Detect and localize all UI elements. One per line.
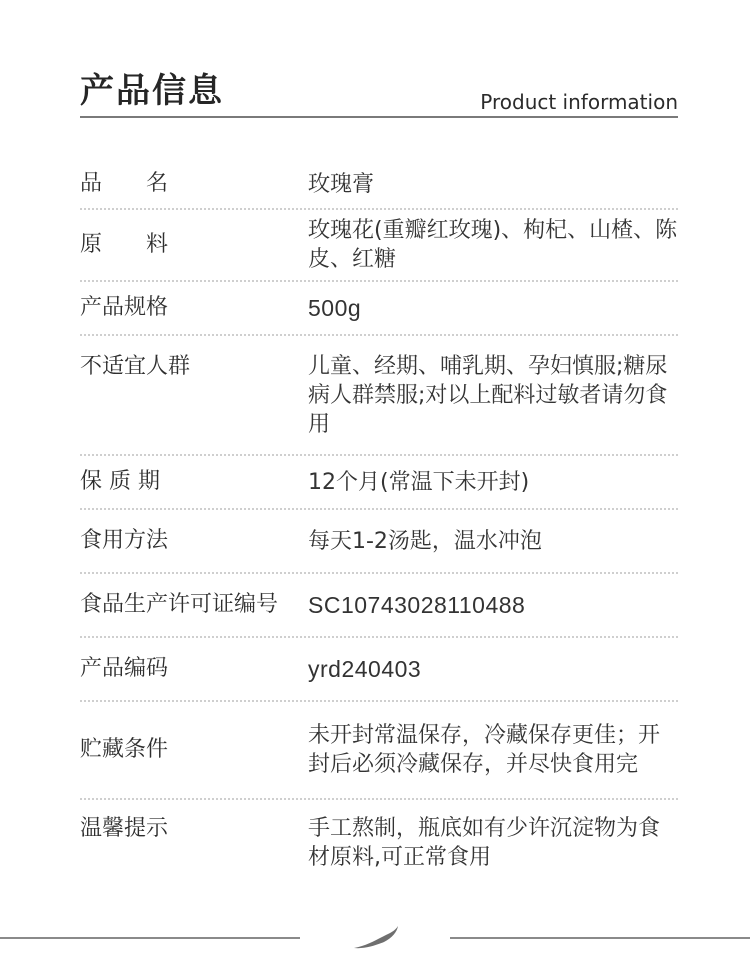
table-row-spec <box>80 282 678 336</box>
page-subtitle: Product information <box>480 90 678 114</box>
row-value: 500g <box>308 294 362 321</box>
swoosh-icon <box>350 922 402 952</box>
table-row-usage <box>80 510 678 574</box>
row-value: 玫瑰花(重瓣红玫瑰)、枸杞、山楂、陈皮、红糖 <box>308 218 678 272</box>
row-label: 食品生产许可证编号 <box>80 592 279 617</box>
row-label: 温馨提示 <box>80 816 169 841</box>
table-row-shelf-life <box>80 456 678 510</box>
row-label: 品 名 <box>80 171 169 196</box>
table-row-product-code <box>80 638 678 702</box>
row-value: 每天1-2汤匙，温水冲泡 <box>308 528 542 554</box>
row-value: 手工熬制，瓶底如有少许沉淀物为食材原料,可正常食用 <box>308 816 661 870</box>
row-label: 产品规格 <box>80 295 169 320</box>
info-header <box>80 66 678 118</box>
row-label: 产品编码 <box>80 656 169 681</box>
table-row-name <box>80 160 678 210</box>
row-label: 保 质 期 <box>80 469 160 494</box>
header-divider <box>80 116 678 118</box>
table-row-unsuitable <box>80 336 678 456</box>
row-value: 未开封常温保存，冷藏保存更佳；开封后必须冷藏保存，并尽快食用完 <box>308 723 661 777</box>
row-label: 原 料 <box>80 232 169 257</box>
row-value: 12个月(常温下未开封) <box>308 469 530 495</box>
row-value: 儿童、经期、哺乳期、孕妇慎服;糖尿病人群禁服;对以上配料过敏者请勿食用 <box>308 354 668 437</box>
footer-divider-left <box>0 937 300 939</box>
row-label: 食用方法 <box>80 528 169 553</box>
table-row-storage <box>80 702 678 800</box>
row-value: SC10743028110488 <box>308 591 526 618</box>
row-label: 不适宜人群 <box>80 354 191 379</box>
row-label: 贮藏条件 <box>80 737 169 762</box>
footer-divider-right <box>450 937 750 939</box>
row-value: yrd240403 <box>308 655 422 682</box>
table-row-ingredients <box>80 210 678 282</box>
row-value: 玫瑰膏 <box>308 171 375 197</box>
table-row-license <box>80 574 678 638</box>
table-row-tips <box>80 800 678 876</box>
page-title: 产品信息 <box>80 71 224 111</box>
